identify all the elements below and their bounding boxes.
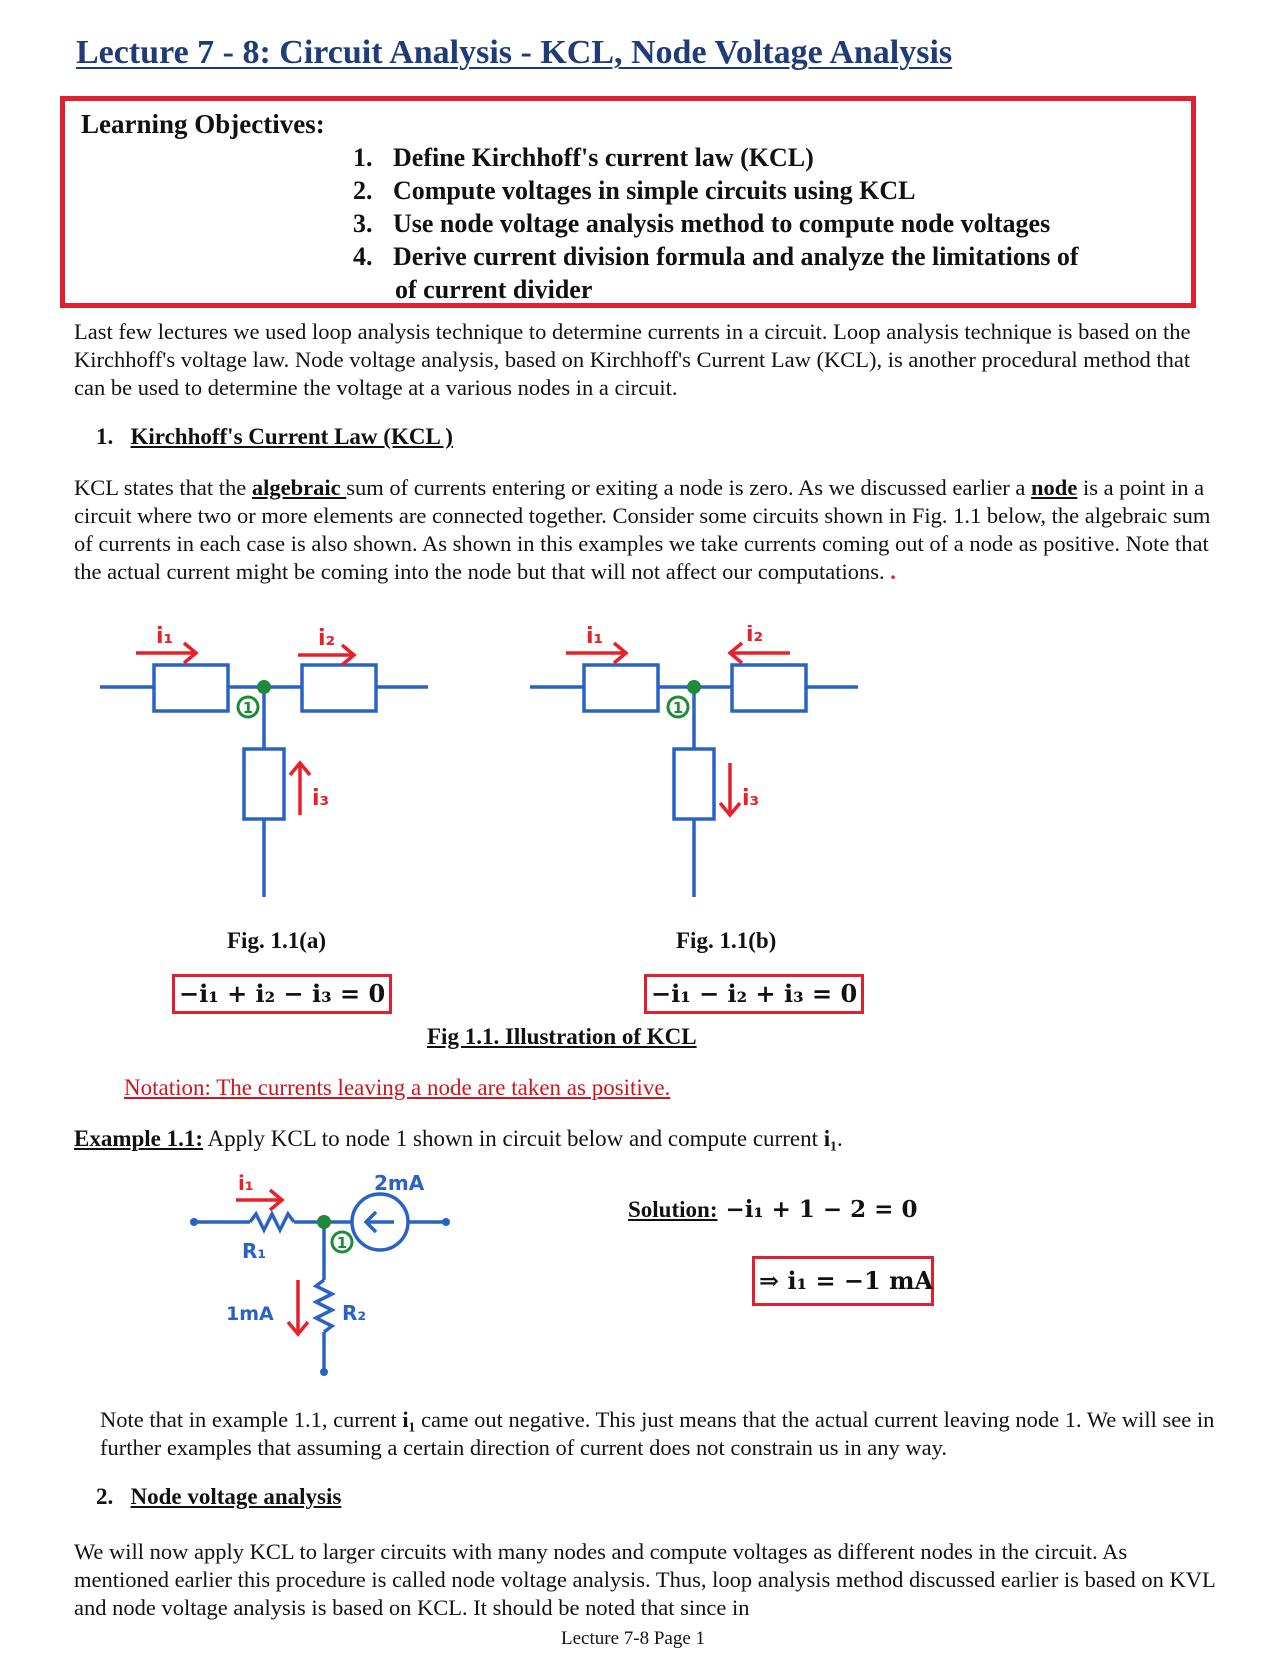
fig-a-label: Fig. 1.1(a) bbox=[227, 928, 327, 953]
page-title: Lecture 7 - 8: Circuit Analysis - KCL, Node Voltage Analysis bbox=[76, 34, 953, 71]
solution-equation: Solution: −i₁ + 1 − 2 = 0 bbox=[628, 1196, 918, 1223]
page-footer: Lecture 7-8 Page 1 bbox=[561, 1628, 706, 1649]
example-statement: Example 1.1: Apply KCL to node 1 shown in circuit below and compute current i₁. bbox=[74, 1126, 843, 1151]
learning-objectives-box bbox=[60, 96, 1196, 308]
node-dot bbox=[257, 680, 271, 694]
node-dot bbox=[687, 680, 701, 694]
objectives-list bbox=[353, 141, 1079, 306]
i2-label: i₂ bbox=[746, 625, 764, 647]
r2-label: R₂ bbox=[342, 1301, 367, 1325]
i3-label: i₃ bbox=[312, 786, 330, 811]
r1-label: R₁ bbox=[242, 1239, 267, 1263]
figure-caption: Fig 1.1. Illustration of KCL bbox=[427, 1024, 697, 1049]
objective-item: 2. Compute voltages in simple circuits using KCL bbox=[353, 176, 916, 205]
i1-label: i₁ bbox=[238, 1171, 254, 1195]
source-label: 2mA bbox=[374, 1171, 425, 1195]
solution-result: ⇒ i₁ = −1 mA bbox=[752, 1256, 934, 1306]
fig-b-label: Fig. 1.1(b) bbox=[676, 928, 777, 953]
fig-b-equation: −i₁ − i₂ + i₃ = 0 bbox=[644, 974, 864, 1014]
kcl-paragraph: KCL states that the algebraic sum of currents entering or exiting a node is zero. As we discussed earlier a node is a point in a circuit where two or more elements are connected together. Consider some circuits shown in Fig. 1.1 below, the algebraic sum of currents in each case is also shown. As shown in this examples we take currents coming out of a node as positive. Note that the actual current might be coming into the node but that will not affect our computations. . bbox=[74, 475, 1211, 584]
section-2-heading: 2. Node voltage analysis bbox=[96, 1484, 342, 1509]
i1-label: i₁ bbox=[586, 625, 604, 649]
i1-label: i₁ bbox=[156, 625, 174, 649]
circuit-fig-b bbox=[520, 625, 860, 915]
fig-a-equation: −i₁ + i₂ − i₃ = 0 bbox=[172, 974, 392, 1014]
objective-item: 4. Derive current division formula and analyze the limitations of bbox=[353, 242, 1079, 271]
i3-label: i₃ bbox=[742, 786, 760, 811]
down-current-label: 1mA bbox=[226, 1303, 274, 1325]
section-1-heading: 1. Kirchhoff's Current Law (KCL ) bbox=[96, 424, 453, 449]
notation-note: Notation: The currents leaving a node are taken as positive. bbox=[124, 1075, 671, 1100]
objectives-label: Learning Objectives: bbox=[81, 109, 325, 139]
node-voltage-paragraph: We will now apply KCL to larger circuits with many nodes and compute voltages as different nodes in the circuit. As mentioned earlier this procedure is called node voltage analysis. Thus, loop analysis method discussed earlier is based on KVL and node voltage analysis is based on KCL. It should be noted that since in bbox=[74, 1539, 1215, 1620]
circuit-fig-a bbox=[90, 625, 430, 915]
intro-paragraph: Last few lectures we used loop analysis technique to determine currents in a circuit. Loop analysis technique is based on the Kirchhoff's voltage law. Node voltage analysis, based on Kirchhoff's Current Law (KCL), is another procedural method that can be used to determine the voltage at a various nodes in a circuit. bbox=[74, 319, 1191, 400]
node-label: 1 bbox=[672, 699, 684, 717]
example-circuit bbox=[180, 1160, 480, 1380]
i2-label: i₂ bbox=[318, 626, 336, 651]
objective-item-continuation: of current divider bbox=[395, 275, 593, 304]
node-label: 1 bbox=[242, 699, 254, 717]
note-paragraph: Note that in example 1.1, current i₁ came out negative. This just means that the actual current leaving node 1. We will see in further examples that assuming a certain direction of current does not constrain us in any way. bbox=[100, 1407, 1215, 1460]
objective-item: 1. Define Kirchhoff's current law (KCL) bbox=[353, 143, 814, 172]
node-dot bbox=[317, 1215, 331, 1229]
node-label: 1 bbox=[336, 1234, 348, 1252]
objective-item: 3. Use node voltage analysis method to compute node voltages bbox=[353, 209, 1051, 238]
